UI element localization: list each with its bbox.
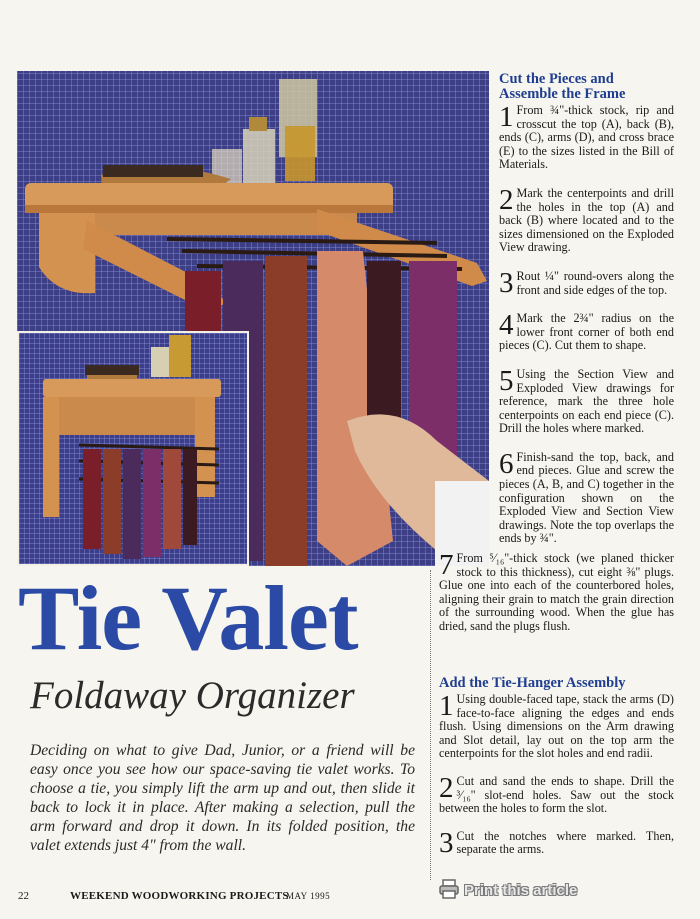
step <box>499 447 674 546</box>
step <box>439 771 674 816</box>
step <box>499 309 674 353</box>
step-number: 1 <box>439 690 454 722</box>
inset-bottle <box>151 347 169 377</box>
page-footer <box>18 882 678 908</box>
step <box>499 183 674 255</box>
cologne-bottle <box>243 129 275 184</box>
print-article-label: Print this article <box>464 882 578 899</box>
article-intro: Deciding on what to give Dad, Junior, or a friend will be easy once you see how our space-saving tie valet works. To choose a tie, you simply lift the arm up and out, then slide it back to lock it in place. After making a selection, pull the arm forward and drop it down. In its folded position, the valet extends just 4" from the wall. <box>30 742 415 854</box>
step-number: 4 <box>499 309 514 342</box>
tie-3 <box>265 256 307 566</box>
step <box>439 549 674 634</box>
step-text: Rout ¼" round-overs along the front and side edges of the top. <box>516 268 674 297</box>
step-text: Mark the centerpoints and drill the holes in the top (A) and back (B) where located and to the sizes dimensioned on the Exploded View drawing. <box>499 185 674 255</box>
section-cut-pieces-continued <box>439 549 674 648</box>
step <box>439 826 674 859</box>
issue-date: MAY 1995 <box>286 891 331 901</box>
column-divider <box>430 570 431 880</box>
step-text: Using double-faced tape, stack the arms (D) face-to-face aligning the edges and ends flush. Using dimensions on the Arm drawing and Slot detail, lay out on the top arm the centerpoints for the slot holes and end radii. <box>439 692 674 761</box>
print-article-button[interactable] <box>438 878 577 904</box>
section-tie-hanger <box>439 676 674 871</box>
step-text: Using the Section View and Exploded View drawings for reference, mark the three hole centerpoints on each end piece (C). Drill the holes where marked. <box>499 366 674 436</box>
section-heading: Add the Tie-Hanger Assembly <box>439 675 626 691</box>
step-number: 5 <box>499 364 514 397</box>
article-subtitle: Foldaway Organizer <box>30 674 355 717</box>
tie-5 <box>367 261 401 421</box>
step-number: 3 <box>439 826 454 859</box>
section-cut-pieces <box>499 72 674 561</box>
inset-bottle-tall <box>169 335 191 377</box>
tie-valet-inset-photo <box>17 331 249 566</box>
step <box>499 101 674 172</box>
article-title: Tie Valet <box>18 567 358 669</box>
step-text: Finish-sand the top, back, and end pieces. Glue and screw the pieces (A, B, and C) together in the configuration shown on the Exploded View and Section View drawings. Note the top overlaps the ends by ¾". <box>499 449 674 546</box>
step-number: 1 <box>499 101 514 133</box>
inset-illustration <box>19 333 247 564</box>
step <box>499 266 674 299</box>
step-text: Cut and sand the ends to shape. Drill the ³⁄₁₆" slot-end holes. Saw out the stock between the holes to form the slot. <box>439 773 674 816</box>
step <box>439 690 674 761</box>
step-text: From ¾"-thick stock, rip and crosscut the top (A), back (B), ends (C), arms (D), and cross brace (E) to the sizes listed in the Bill of Materials. <box>499 103 674 172</box>
step-text: Mark the 2¾" radius on the lower front corner of both end pieces (C). Cut them to shape. <box>499 311 674 353</box>
section-heading: Cut the Pieces and Assemble the Frame <box>499 71 626 102</box>
step-text: From ⁵⁄₁₆"-thick stock (we planed thicker stock to this thickness), cut eight ⅜" plugs. Glue one into each of the counterbored holes, aligning their grain to match the grain direction of the surrounding wood. When the glue has dried, sand the plugs flush. <box>439 551 674 633</box>
page-number: 22 <box>18 890 29 902</box>
printer-icon <box>438 878 460 905</box>
step-number: 2 <box>439 771 454 804</box>
step <box>499 364 674 436</box>
inset-valet-top <box>43 379 221 397</box>
step-number: 2 <box>499 183 514 216</box>
inset-brush <box>85 365 139 375</box>
step-number: 3 <box>499 266 514 299</box>
step-text: Cut the notches where marked. Then, separate the arms. <box>456 828 674 857</box>
step-number: 7 <box>439 549 454 581</box>
publication-name: WEEKEND WOODWORKING PROJECTS <box>70 890 289 902</box>
step-number: 6 <box>499 447 514 480</box>
